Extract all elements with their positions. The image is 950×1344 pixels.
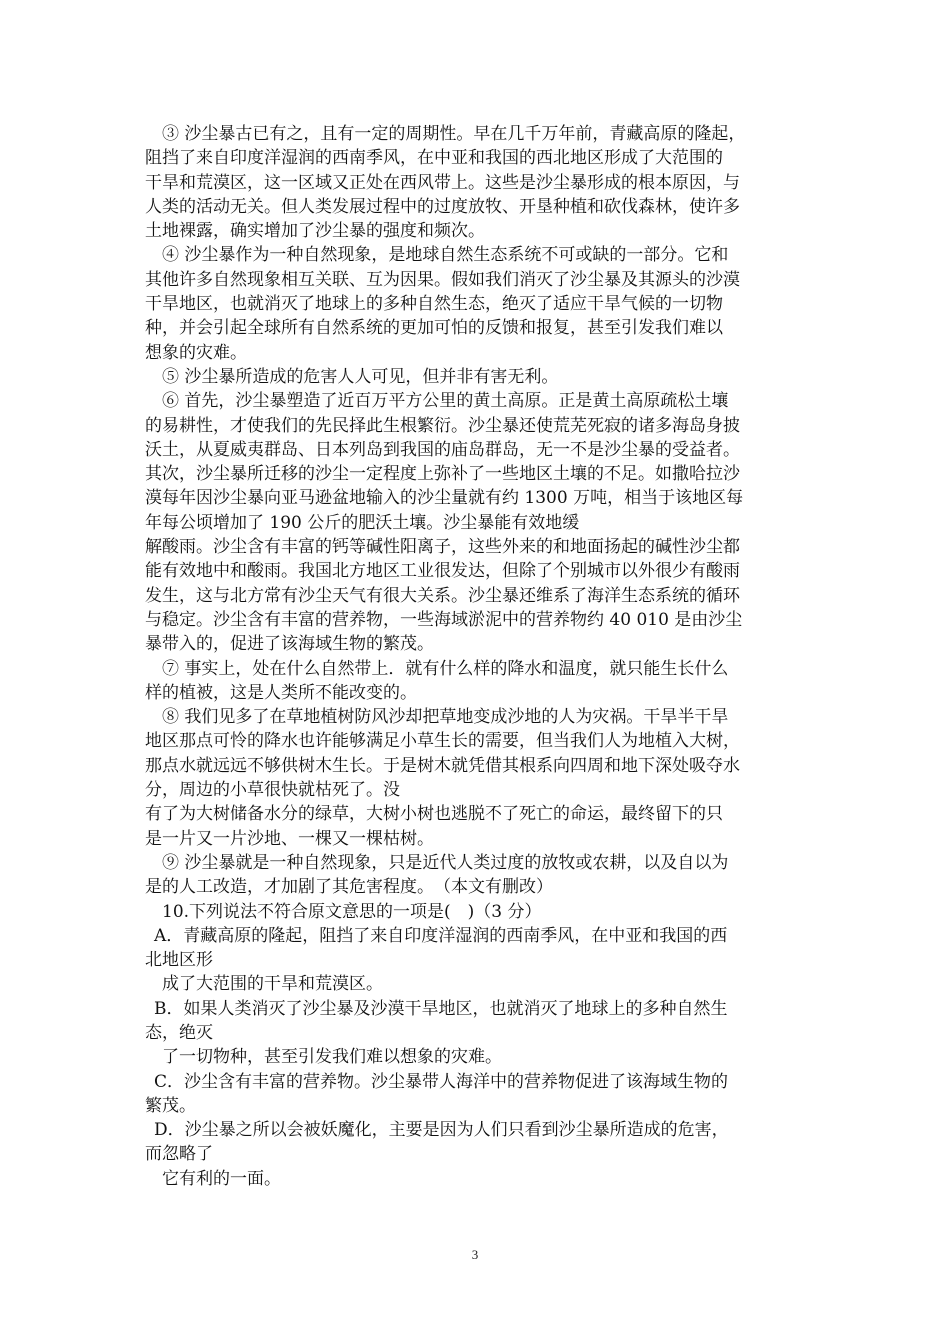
- text-line: 干旱和荒漠区，这一区域又正处在西风带上。这些是沙尘暴形成的根本原因，与: [145, 172, 740, 193]
- text-line: 样的植被，这是人类所不能改变的。: [145, 682, 417, 703]
- text-line: ⑤ 沙尘暴所造成的危害人人可见，但并非有害无利。: [162, 366, 559, 387]
- text-line: ③ 沙尘暴古已有之，且有一定的周期性。早在几千万年前，青藏高原的隆起，: [162, 124, 746, 144]
- text-line: 地区那点可怜的降水也许能够满足小草生长的需要，但当我们人为地植入大树，: [145, 731, 740, 752]
- text-line: 其次，沙尘暴所迁移的沙尘一定程度上弥补了一些地区土壤的不足。如撒哈拉沙: [145, 464, 740, 485]
- text-line: 它有利的一面。: [162, 1168, 281, 1189]
- text-line: 10.下列说法不符合原文意思的一项是( )（3 分）: [162, 901, 542, 922]
- text-line: ⑨ 沙尘暴就是一种自然现象，只是近代人类过度的放牧或农耕，以及自以为: [162, 852, 729, 873]
- text-line: 而忽略了: [145, 1144, 213, 1165]
- text-line: 繁茂。: [145, 1095, 196, 1116]
- text-line: 干旱地区，也就消灭了地球上的多种自然生态，绝灭了适应干旱气候的一切物: [145, 294, 723, 315]
- text-line: 年每公顷增加了 190 公斤的肥沃土壤。沙尘暴能有效地缓: [145, 512, 580, 533]
- text-line: ④ 沙尘暴作为一种自然现象，是地球自然生态系统不可或缺的一部分。它和: [162, 245, 729, 266]
- text-line: B．如果人类消灭了沙尘暴及沙漠干旱地区，也就消灭了地球上的多种自然生: [154, 998, 728, 1019]
- text-line: 漠每年因沙尘暴向亚马逊盆地输入的沙尘量就有约 1300 万吨，相当于该地区每: [145, 488, 744, 509]
- text-line: 有了为大树储备水分的绿草，大树小树也逃脱不了死亡的命运，最终留下的只: [145, 804, 723, 825]
- text-line: 分，周边的小草很快就枯死了。没: [145, 780, 400, 801]
- text-line: ⑥ 首先，沙尘暴塑造了近百万平方公里的黄土高原。正是黄土高原疏松土壤: [162, 391, 729, 412]
- text-line: D．沙尘暴之所以会被妖魔化，主要是因为人们只看到沙尘暴所造成的危害，: [154, 1120, 729, 1141]
- text-line: 人类的活动无关。但人类发展过程中的过度放牧、开垦种植和砍伐森林，使许多: [145, 196, 740, 217]
- text-line: 了一切物种，甚至引发我们难以想象的灾难。: [162, 1047, 502, 1068]
- text-line: 其他许多自然现象相互关联、互为因果。假如我们消灭了沙尘暴及其源头的沙漠: [145, 269, 740, 290]
- text-line: 土地裸露，确实增加了沙尘暴的强度和频次。: [145, 221, 485, 242]
- text-line: 阻挡了来自印度洋湿润的西南季风，在中亚和我国的西北地区形成了大范围的: [145, 148, 723, 169]
- text-line: 能有效地中和酸雨。我国北方地区工业很发达，但除了个别城市以外很少有酸雨: [145, 561, 740, 582]
- text-line: 与稳定。沙尘含有丰富的营养物，一些海域淤泥中的营养物约 40 010 是由沙尘: [145, 609, 743, 630]
- text-line: 是一片又一片沙地、一棵又一棵枯树。: [145, 828, 434, 849]
- text-line: 是的人工改造，才加剧了其危害程度。 （本文有删改）: [145, 877, 553, 898]
- text-line: 想象的灾难。: [145, 342, 247, 363]
- document-body: [145, 122, 815, 1191]
- text-line: 种，并会引起全球所有自然系统的更加可怕的反馈和报复，甚至引发我们难以: [145, 318, 723, 339]
- text-line: 那点水就远远不够供树木生长。于是树木就凭借其根系向四周和地下深处吸夺水: [145, 755, 740, 776]
- text-line: 的易耕性，才使我们的先民择此生根繁衍。沙尘暴还使荒芜死寂的诸多海岛身披: [145, 415, 740, 436]
- text-line: ⑧ 我们见多了在草地植树防风沙却把草地变成沙地的人为灾祸。干旱半干旱: [162, 707, 729, 728]
- text-line: 成了大范围的干旱和荒漠区。: [162, 974, 383, 995]
- text-line: C．沙尘含有丰富的营养物。沙尘暴带人海洋中的营养物促进了该海域生物的: [154, 1071, 729, 1092]
- text-line: A．青藏高原的隆起，阻挡了来自印度洋湿润的西南季风，在中亚和我国的西: [154, 925, 728, 946]
- text-line: 沃土，从夏威夷群岛、日本列岛到我国的庙岛群岛，无一不是沙尘暴的受益者。: [145, 439, 740, 460]
- text-line: 北地区形: [145, 950, 213, 971]
- text-line: 暴带入的，促进了该海域生物的繁茂。: [145, 634, 434, 655]
- text-line: ⑦ 事实上，处在什么自然带上．就有什么样的降水和温度，就只能生长什么: [162, 658, 729, 679]
- text-line: 态，绝灭: [145, 1022, 213, 1043]
- text-line: 解酸雨。沙尘含有丰富的钙等碱性阳离子，这些外来的和地面扬起的碱性沙尘都: [145, 537, 740, 558]
- text-line: 发生，这与北方常有沙尘天气有很大关系。沙尘暴还维系了海洋生态系统的循环: [145, 585, 740, 606]
- page-number: 3: [471, 1247, 479, 1262]
